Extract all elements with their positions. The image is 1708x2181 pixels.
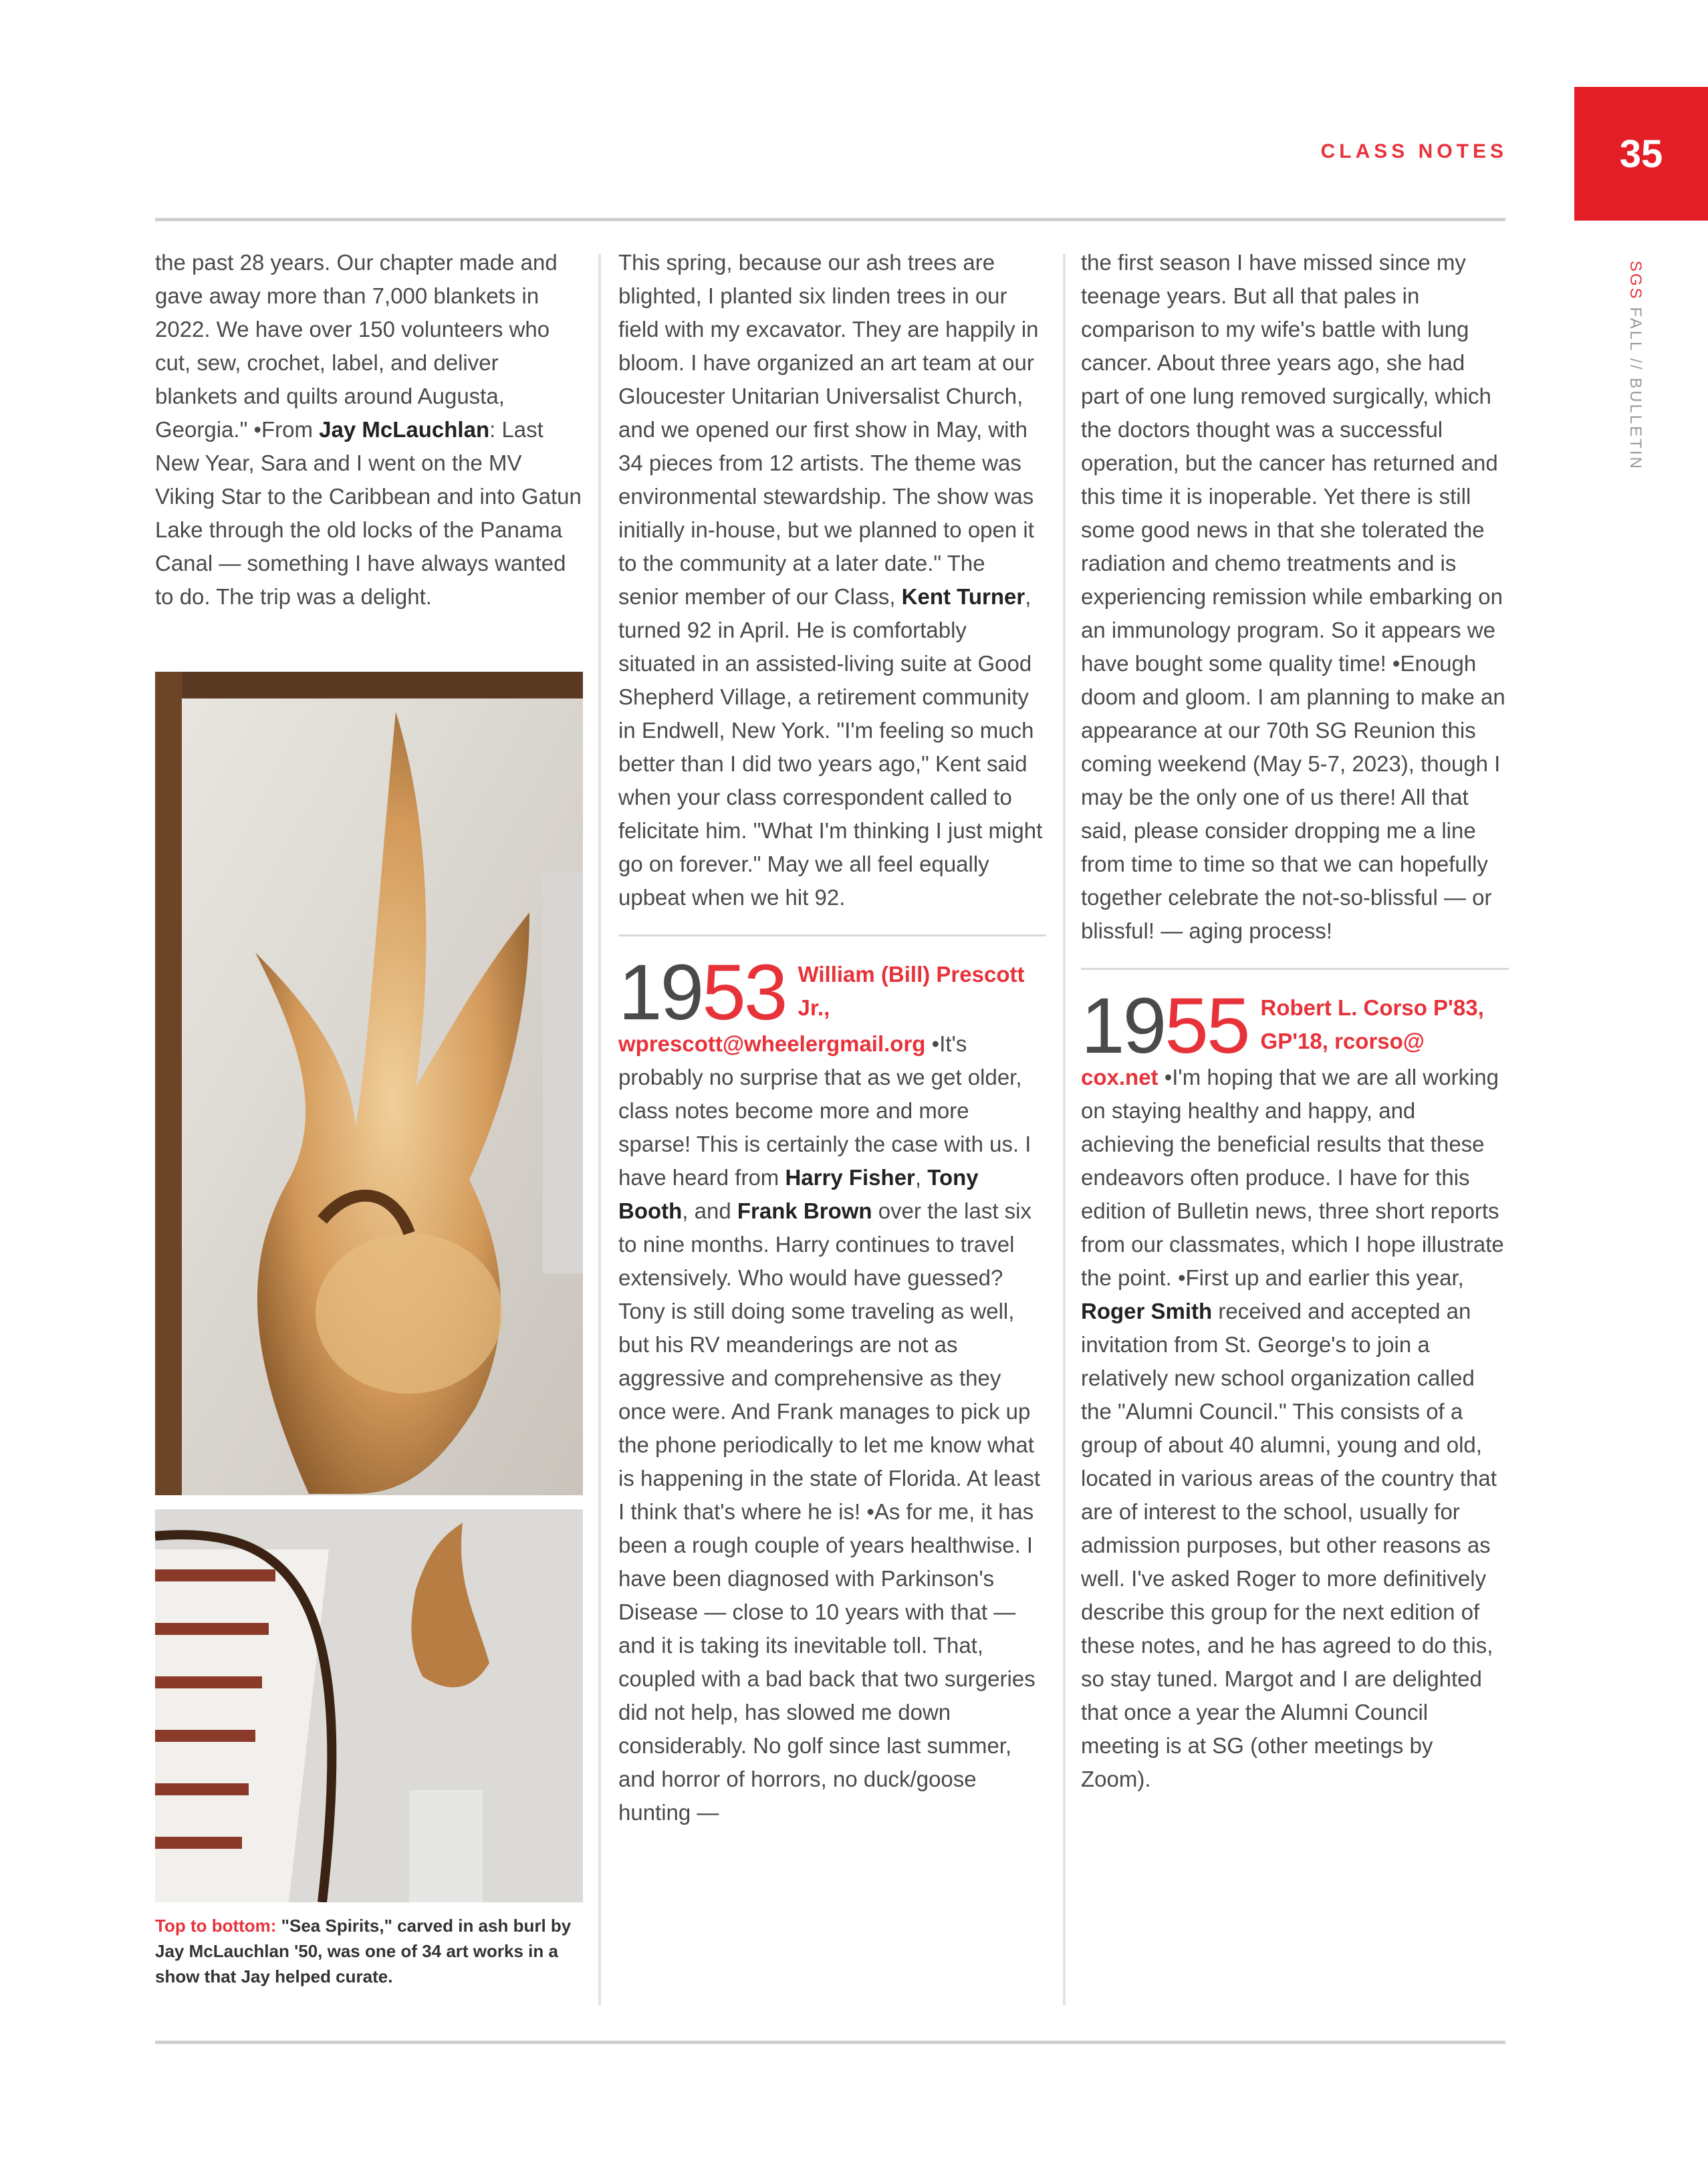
year-prefix: 19 bbox=[618, 948, 703, 1037]
col2-text-b: , turned 92 in April. He is comfortably situated in an assisted-living suite at Good Shepherd Village, a retirement community in Endwell, New York. "I'm feeling so much better than I did two years ago," Kent said when your class correspondent called to felicitate him. "What I'm thinking I just might go on forever." May we all feel equally upbeat when we hit 92. bbox=[618, 584, 1043, 910]
column-3 bbox=[1081, 246, 1509, 1796]
col3-text-a: •I'm hoping that we are all working on staying healthy and happy, and achieving the beneficial results that these endeavors often produce. I have for this edition of Bulletin news, three short reports from our classmates, which I hope illustrate the point. •First up and earlier this year, bbox=[1081, 1065, 1504, 1290]
col1-paragraph bbox=[155, 246, 583, 614]
col2-text-d: over the last six to nine months. Harry continues to travel extensively. Who would have guessed? Tony is still doing some traveling as well, but his RV meanderings are not as aggressive and comprehensive as they once were. And Frank manages to pick up the phone periodically to let me know what is happening in the state of Florida. At least I think that's where he is! •As for me, it has been a rough couple of years healthwise. I have been diagnosed with Parkinson's Disease — close to 10 years with that — and it is taking its inevitable toll. That, coupled with a bad back that two surgeries did not help, has slowed me down considerably. No golf since last summer, and horror of horrors, no duck/goose hunting — bbox=[618, 1198, 1041, 1825]
year-prefix: 19 bbox=[1081, 982, 1165, 1070]
column-2 bbox=[618, 246, 1046, 1829]
side-running-text bbox=[1626, 261, 1644, 471]
caption-text: "Sea Spirits," carved in ash burl by Jay McLauchlan '50, was one of 34 art works in a show that Jay helped curate. bbox=[155, 1916, 572, 1986]
year-suffix: 53 bbox=[702, 948, 786, 1037]
staircase-image bbox=[155, 1509, 583, 1902]
page-number: 35 bbox=[1574, 87, 1708, 221]
col2-text-c: •It's probably no surprise that as we get older, class notes become more and more sparse! This is certainly the case with us. I have heard from bbox=[618, 1031, 1031, 1190]
section-label: CLASS NOTES bbox=[1320, 140, 1507, 162]
column-divider-2 bbox=[1063, 254, 1066, 2005]
correspondent-email-link[interactable]: wprescott@wheelergmail.org bbox=[618, 1031, 926, 1056]
section-divider bbox=[1081, 968, 1509, 970]
sculpture-photo-bottom bbox=[155, 1509, 583, 1902]
sculpture-photo-top bbox=[155, 672, 583, 1495]
col3-paragraph-2 bbox=[1081, 1061, 1509, 1796]
col3-paragraph-1: the first season I have missed since my teenage years. But all that pales in comparison to my wife's battle with lung cancer. About three years ago, she had part of one lung removed surgically, which the doctors thought was a successful operation, but the cancer has returned and this time it is inoperable. Yet there is still some good news in that she tolerated the radiation and chemo treatments and is experiencing remission while embarking on an immunology program. So it appears we have bought some quality time! •Enough doom and gloom. I am planning to make an appearance at our 70th SG Reunion this coming weekend (May 5-7, 2023), though I may be the only one of us there! All that said, please consider dropping me a line from time to time so that we can hopefully together celebrate the not-so-blissful — or blissful! — aging process! bbox=[1081, 250, 1505, 943]
side-text: FALL // BULLETIN bbox=[1626, 307, 1644, 471]
name-tony-booth: Tony Booth bbox=[618, 1165, 979, 1223]
bottom-rule bbox=[155, 2041, 1505, 2044]
name-jay-mclauchlan: Jay McLauchlan bbox=[319, 417, 490, 442]
class-year-1953-heading bbox=[618, 948, 1046, 1037]
col2-paragraph-1 bbox=[618, 246, 1046, 914]
name-harry-fisher: Harry Fisher bbox=[785, 1165, 915, 1190]
name-kent-turner: Kent Turner bbox=[901, 584, 1025, 609]
col1-text-a: the past 28 years. Our chapter made and gave away more than 7,000 blankets in 2022. We have over 150 volunteers who cut, sew, crochet, label, and deliver blankets and quilts around Augusta, Georgia." •From bbox=[155, 250, 558, 442]
class-year-1955-heading bbox=[1081, 982, 1509, 1070]
col1-text-b: : Last New Year, Sara and I went on the MV Viking Star to the Caribbean and into Gatun Lake through the old locks of the Panama Canal — something I have always wanted to do. The trip was a delight. bbox=[155, 417, 582, 609]
name-frank-brown: Frank Brown bbox=[737, 1198, 872, 1223]
correspondent-name: William (Bill) Prescott Jr., bbox=[798, 962, 1025, 1020]
col2-paragraph-2 bbox=[618, 1027, 1046, 1829]
col2-text-a: This spring, because our ash trees are blighted, I planted six linden trees in our field with my excavator. They are happily in bloom. I have organized an art team at our Gloucester Unitarian Universalist Church, and we opened our first show in May, with 34 pieces from 12 artists. The theme was environmental stewardship. The show was initially in-house, but we planned to open it to the community at a later date." The senior member of our Class, bbox=[618, 250, 1039, 609]
photo-caption bbox=[155, 1913, 583, 1989]
top-rule bbox=[155, 218, 1505, 221]
year-suffix: 55 bbox=[1165, 982, 1249, 1070]
side-text-accent: SGS bbox=[1626, 261, 1644, 301]
separator: , bbox=[914, 1165, 928, 1190]
col3-text-b: received and accepted an invitation from St. George's to join a relatively new school organization called the "Alumni Council." This consists of a group of about 40 alumni, young and old, located in various areas of the country that are of interest to the school, usually for admission purposes, but other reasons as well. I've asked Roger to more definitively describe this group for the next edition of these notes, and he has agreed to do this, so stay tuned. Margot and I are delighted that once a year the Alumni Council meeting is at SG (other meetings by Zoom). bbox=[1081, 1299, 1497, 1791]
caption-lead: Top to bottom: bbox=[155, 1916, 281, 1936]
name-roger-smith: Roger Smith bbox=[1081, 1299, 1213, 1323]
class-year-1955 bbox=[1081, 982, 1249, 1070]
column-divider-1 bbox=[598, 254, 601, 2005]
column-1 bbox=[155, 246, 583, 614]
correspondent-name: Robert L. Corso P'83, GP'18, rcorso@ bbox=[1260, 995, 1484, 1053]
correspondent-email-link[interactable]: cox.net bbox=[1081, 1065, 1158, 1089]
class-year-1953 bbox=[618, 948, 786, 1037]
section-divider bbox=[618, 934, 1046, 936]
separator: , and bbox=[682, 1198, 737, 1223]
sculpture-top-image bbox=[155, 672, 583, 1495]
